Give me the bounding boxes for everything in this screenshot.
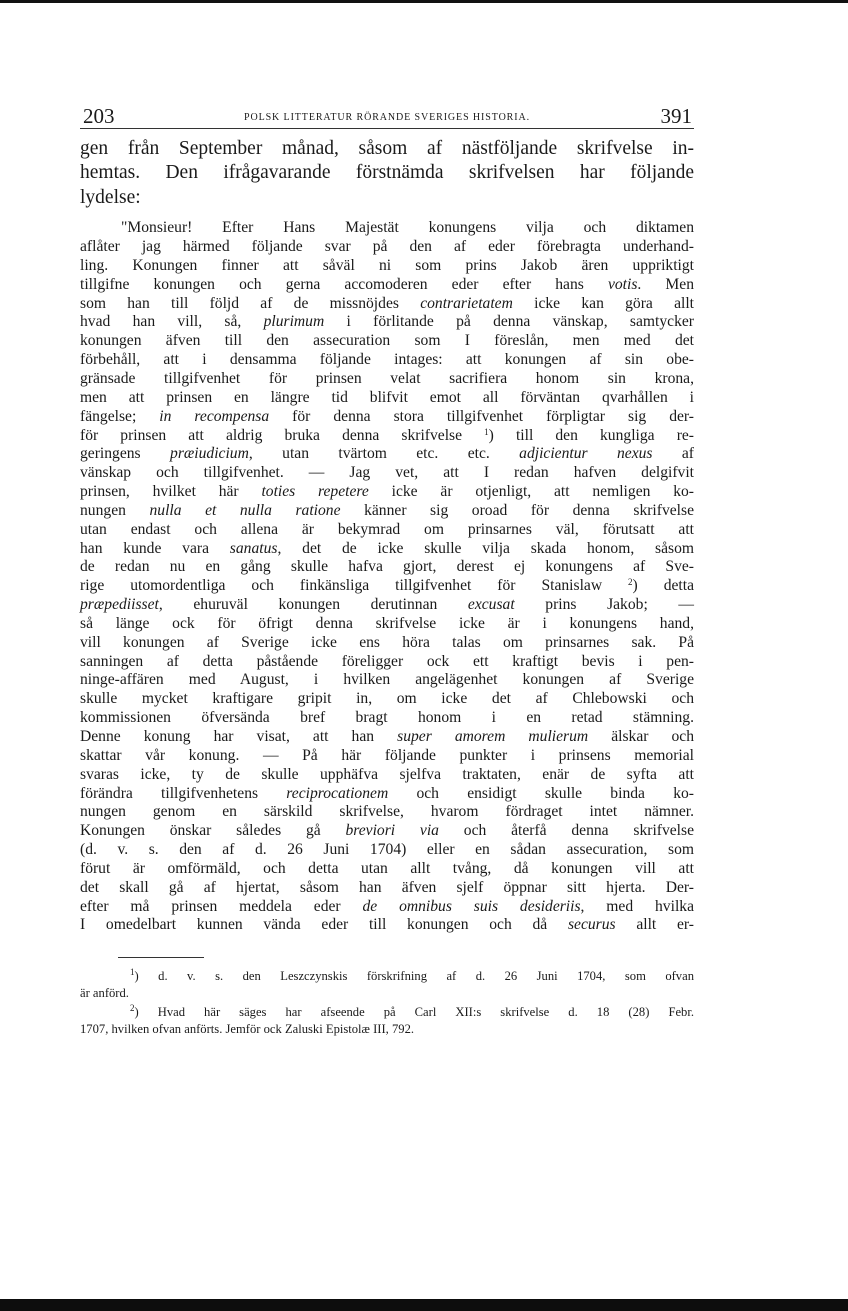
letter-line: förut är omförmäld, och detta utan allt tvång, då konungen vill att	[80, 859, 694, 877]
letter-line: vill konungen af Sverige icke ens höra talas om prinsarnes sak. På	[80, 633, 694, 651]
footnote-rule	[118, 957, 204, 958]
original-page-number: 203	[83, 104, 115, 128]
letter-line: efter må prinsen meddela eder de omnibus suis desideriis, med hvilka	[80, 897, 694, 915]
page-number: 391	[660, 104, 692, 128]
letter-line: prinsen, hvilket här toties repetere icke är otjenligt, att nemligen ko-	[80, 483, 694, 501]
letter-line: det skall gå af hjertat, såsom han äfven sjelf öppnar sitt hjerta. Der-	[80, 878, 694, 896]
text-line: hemtas. Den ifrågavarande förstnämda skrifvelsen har följande	[80, 162, 694, 184]
footnote-2-cont: 1707, hvilken ofvan anförts. Jemför ock Zaluski Epistolæ III, 792.	[80, 1021, 415, 1036]
letter-line: han kunde vara sanatus, det de icke skulle vilja skada honom, såsom	[80, 539, 694, 557]
letter-line: vänskap och tillgifvenhet. — Jag vet, att I redan hafven delgifvit	[80, 464, 694, 482]
text-line: gen från September månad, såsom af nästföljande skrifvelse in-	[80, 138, 694, 159]
letter-line: fängelse; in recompensa för denna stora tillgifvenhet förpligtar sig der-	[80, 407, 694, 425]
letter-line: ninge-affären med August, i hvilken angelägenhet konungen af Sverige	[80, 671, 694, 689]
letter-line: förbehåll, att i densamma följande intages: att konungen af sin obe-	[80, 351, 694, 369]
running-title: POLSK LITTERATUR RÖRANDE SVERIGES HISTORIA.	[243, 112, 531, 123]
letter-line: Denne konung har visat, att han super amorem mulierum älskar och	[80, 728, 695, 745]
letter-line: konungen äfven till den assecuration som I föreslån, men med det	[80, 332, 694, 350]
footnote-2: $^2$) Hvad här säges har afseende på Carl XII:s skrifvelse d. 18 (28) Febr.	[130, 1003, 694, 1020]
letter-line: nungen nulla et nulla ratione känner sig oroad för denna skrifvelse	[80, 501, 694, 519]
intro-paragraph	[80, 137, 694, 210]
letter-line: aflåter jag härmed följande svar på den af eder förebragta underhand-	[80, 238, 694, 256]
letter-line: gränsade tillgifvenhet för prinsen velat sacrifiera honom sin krona,	[80, 369, 694, 387]
letter-line: rige utomordentliga och finkänsliga tillgifvenhet för Stanislaw $^2$) detta	[80, 577, 694, 595]
letter-line: svaras icke, ty de skulle upphäfva sjelfva traktaten, enär de syfta att	[80, 765, 694, 783]
letter-line: utan endast och allena är bekymrad om prinsarnes väl, förutsatt att	[80, 520, 694, 538]
letter-line: för prinsen att aldrig bruka denna skrifvelse $^1$) till den kungliga re-	[80, 426, 694, 444]
letter-line: de redan nu en gång skulle hafva gjort, derest ej konungens af Sve-	[80, 558, 694, 576]
letter-line: som han till följd af de missnöjdes contrarietatem icke kan göra allt	[80, 294, 694, 312]
letter-line: men att prinsen en längre tid blifvit emot all förväntan qvarhållen i	[80, 388, 694, 406]
scan-border-top	[0, 0, 848, 3]
letter-line: (d. v. s. den af d. 26 Juni 1704) eller en sådan assecuration, som	[80, 841, 694, 859]
letter-line: tillgifne konungen och gerna accomoderen eder efter hans votis. Men	[80, 275, 694, 293]
letter-line: "Monsieur! Efter Hans Majestät konungens vilja och diktamen	[121, 219, 694, 237]
letter-line: ling. Konungen finner att såväl ni som prins Jakob ären uppriktigt	[80, 256, 694, 274]
footnote-1-cont: är anförd.	[80, 985, 129, 1000]
letter-line: kommissionen öfversända bref bragt honom i en retad stämning.	[80, 709, 694, 727]
running-header	[80, 92, 694, 129]
letter-line: I omedelbart kunnen vända eder till konungen och då securus allt er-	[80, 916, 694, 934]
letter-line: skattar vår konung. — På här följande punkter i prinsens memorial	[80, 746, 694, 764]
letter-line: hvad han vill, så, plurimum i förlitande på denna vänskap, samtycker	[80, 313, 694, 331]
letter-line: Konungen önskar således gå breviori via och återfå denna skrifvelse	[80, 822, 695, 840]
letter-line: skulle mycket kraftigare gripit in, om icke det af Chlebowski och	[80, 690, 694, 708]
letter-line: geringens præiudicium, utan tvärtom etc. etc. adjicientur nexus af	[80, 445, 694, 463]
book-page	[80, 92, 694, 1037]
scan-border-bottom	[0, 1299, 848, 1311]
letter-line: så länge ock för öfrigt denna skrifvelse icke är i konungens hand,	[80, 614, 694, 632]
footnote-1: $^1$) d. v. s. den Leszczynskis förskrifning af d. 26 Juni 1704, som ofvan	[130, 967, 694, 984]
letter-line: förändra tillgifvenhetens reciprocationem och ensidigt skulle binda ko-	[80, 784, 694, 802]
quoted-letter	[80, 219, 694, 935]
text-line: lydelse:	[80, 186, 141, 208]
letter-line: nungen genom en särskild skrifvelse, hvarom fördraget intet nämner.	[80, 803, 694, 821]
letter-line: præpediisset, ehuruväl konungen derutinnan excusat prins Jakob; —	[80, 596, 694, 614]
footnotes	[80, 968, 694, 1037]
letter-line: sanningen af detta påstående föreligger ock ett kraftigt bevis i pen-	[80, 652, 694, 670]
